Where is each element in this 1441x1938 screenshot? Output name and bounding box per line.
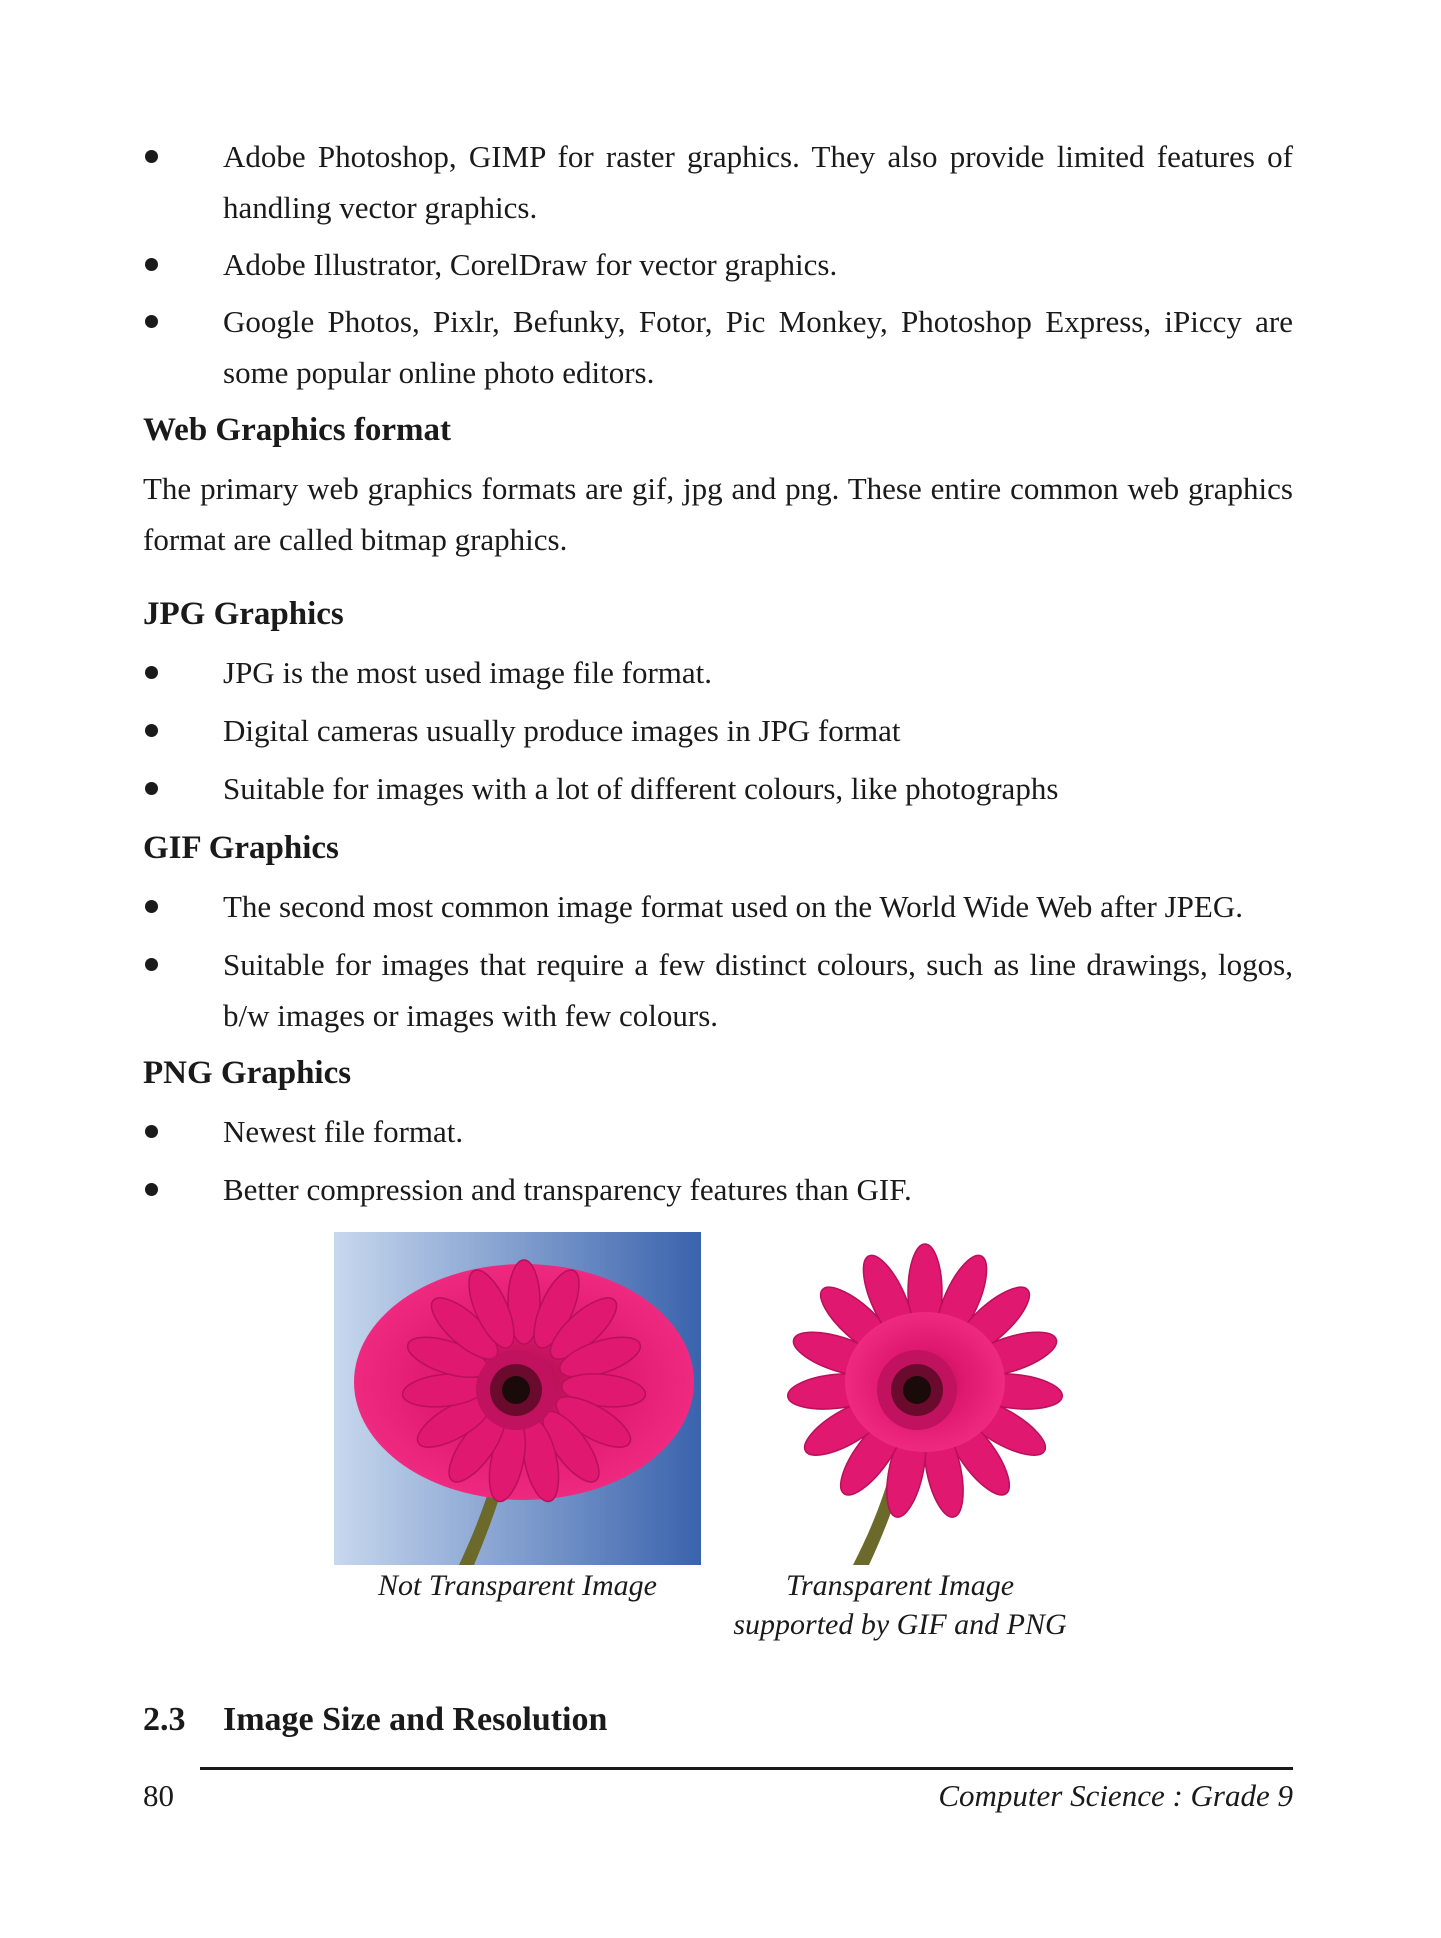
list-item bbox=[143, 647, 1293, 698]
list-item-text: Digital cameras usually produce images in JPG format bbox=[223, 713, 901, 748]
list-item bbox=[143, 881, 1293, 932]
list-item bbox=[143, 1106, 1293, 1157]
list-item bbox=[143, 1164, 1293, 1215]
list-item bbox=[143, 939, 1293, 1041]
bullet-icon bbox=[143, 763, 223, 814]
bullet-icon bbox=[143, 705, 223, 756]
book-title: Computer Science : Grade 9 bbox=[938, 1778, 1293, 1813]
list-item-text: Google Photos, Pixlr, Befunky, Fotor, Pic Monkey, Photoshop Express, iPiccy are some popular online photo editors. bbox=[223, 304, 1293, 390]
jpg-section bbox=[143, 589, 1293, 814]
list-item bbox=[143, 296, 1293, 398]
section-heading-2-3 bbox=[143, 1695, 607, 1745]
list-item-text: Suitable for images with a lot of different colours, like photographs bbox=[223, 771, 1059, 806]
bullet-icon bbox=[143, 131, 223, 182]
section-number: 2.3 bbox=[143, 1701, 186, 1738]
list-item bbox=[143, 705, 1293, 756]
bullet-icon bbox=[143, 881, 223, 932]
bullet-icon bbox=[143, 1106, 223, 1157]
list-item-text: Adobe Photoshop, GIMP for raster graphics. They also provide limited features of handling vector graphics. bbox=[223, 139, 1293, 225]
right-figure-caption-line1: Transparent Image bbox=[785, 1569, 1015, 1602]
list-item-text: The second most common image format used on the World Wide Web after JPEG. bbox=[223, 889, 1243, 924]
section-heading: PNG Graphics bbox=[143, 1055, 352, 1091]
web-graphics-section bbox=[143, 405, 1293, 565]
not-transparent-flower-image bbox=[334, 1232, 701, 1565]
bullet-icon bbox=[143, 239, 223, 290]
list-item-text: Suitable for images that require a few distinct colours, such as line drawings, logos, b/w images or images with few colours. bbox=[223, 947, 1293, 1033]
section-heading: JPG Graphics bbox=[143, 596, 344, 632]
list-item bbox=[143, 763, 1293, 814]
list-item bbox=[143, 239, 1293, 290]
gif-section bbox=[143, 823, 1293, 1041]
list-item-text: Newest file format. bbox=[223, 1114, 464, 1149]
footer-divider bbox=[200, 1767, 1293, 1770]
png-section bbox=[143, 1048, 1293, 1215]
list-item-text: Better compression and transparency features than GIF. bbox=[223, 1172, 912, 1207]
page-number: 80 bbox=[143, 1778, 174, 1813]
transparent-flower-image bbox=[735, 1232, 1115, 1565]
list-item bbox=[143, 131, 1293, 233]
left-figure-caption: Not Transparent Image bbox=[378, 1569, 657, 1602]
list-item-text: Adobe Illustrator, CorelDraw for vector graphics. bbox=[223, 247, 838, 282]
bullet-icon bbox=[143, 296, 223, 347]
bullet-icon bbox=[143, 939, 223, 990]
right-figure-caption-line2: supported by GIF and PNG bbox=[733, 1608, 1067, 1641]
paragraph: The primary web graphics formats are gif, jpg and png. These entire common web graphics format are called bitmap graphics. bbox=[143, 471, 1293, 557]
intro-bullet-list bbox=[143, 131, 1293, 398]
section-heading: GIF Graphics bbox=[143, 830, 339, 866]
section-heading: Web Graphics format bbox=[143, 412, 451, 448]
section-title: Image Size and Resolution bbox=[223, 1701, 608, 1738]
bullet-icon bbox=[143, 647, 223, 698]
list-item-text: JPG is the most used image file format. bbox=[223, 655, 713, 690]
bullet-icon bbox=[143, 1164, 223, 1215]
